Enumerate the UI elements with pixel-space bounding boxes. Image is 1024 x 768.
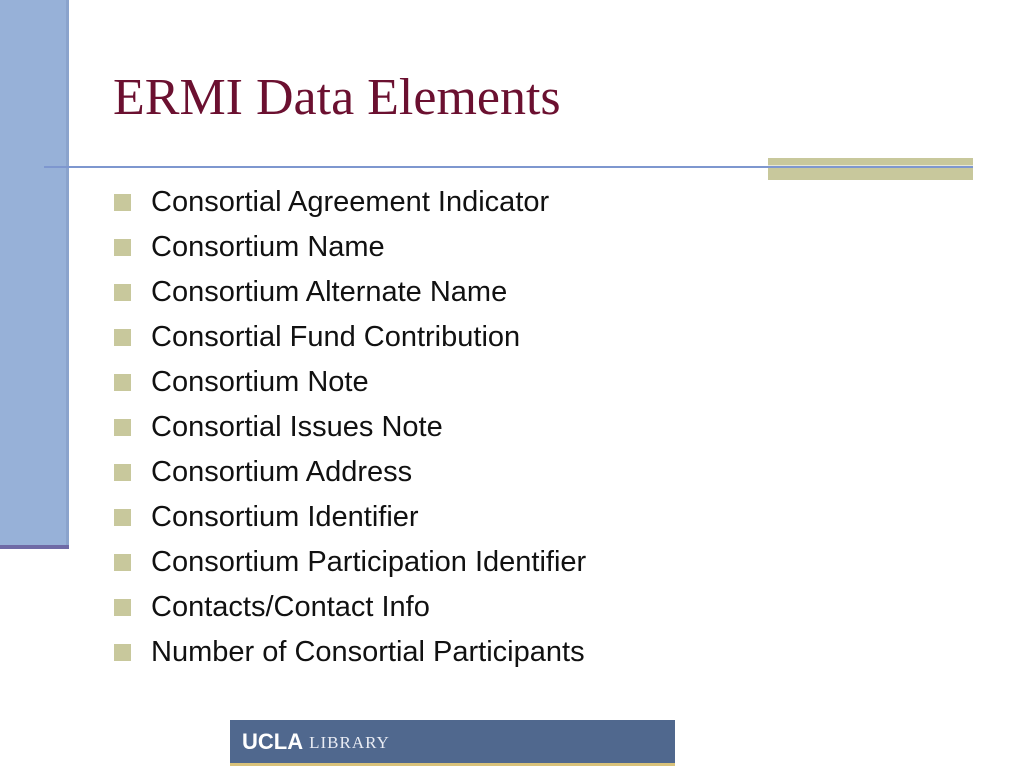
square-bullet-icon [114,284,131,301]
bullet-text: Number of Consortial Participants [151,636,585,668]
list-item [114,270,586,315]
square-bullet-icon [114,599,131,616]
bullet-text: Consortium Note [151,366,369,398]
list-item [114,495,586,540]
list-item [114,180,586,225]
square-bullet-icon [114,329,131,346]
square-bullet-icon [114,419,131,436]
list-item [114,405,586,450]
list-item [114,225,586,270]
bullet-text: Consortium Participation Identifier [151,546,587,578]
bullet-text: Contacts/Contact Info [151,591,430,623]
bullet-text: Consortium Identifier [151,501,419,533]
left-decorative-bar [0,0,67,546]
list-item [114,630,586,675]
bullet-text: Consortium Name [151,231,385,263]
list-item [114,450,586,495]
ucla-library-logo [230,720,675,766]
accent-bar [768,158,973,180]
square-bullet-icon [114,644,131,661]
list-item [114,315,586,360]
square-bullet-icon [114,554,131,571]
bullet-text: Consortial Issues Note [151,411,443,443]
list-item [114,360,586,405]
bullet-text: Consortial Agreement Indicator [151,186,550,218]
logo-primary-text: UCLA [242,728,304,754]
slide-title: ERMI Data Elements [113,69,561,126]
title-divider [44,166,973,168]
list-item [114,585,586,630]
square-bullet-icon [114,374,131,391]
bullet-text: Consortial Fund Contribution [151,321,521,353]
square-bullet-icon [114,509,131,526]
list-item [114,540,586,585]
bullet-text: Consortium Address [151,456,413,488]
square-bullet-icon [114,464,131,481]
square-bullet-icon [114,194,131,211]
bullet-list [114,180,586,675]
square-bullet-icon [114,239,131,256]
left-bar-edge [66,0,69,549]
left-bar-shadow [0,545,69,549]
logo-secondary-text: LIBRARY [309,733,390,752]
bullet-text: Consortium Alternate Name [151,276,508,308]
